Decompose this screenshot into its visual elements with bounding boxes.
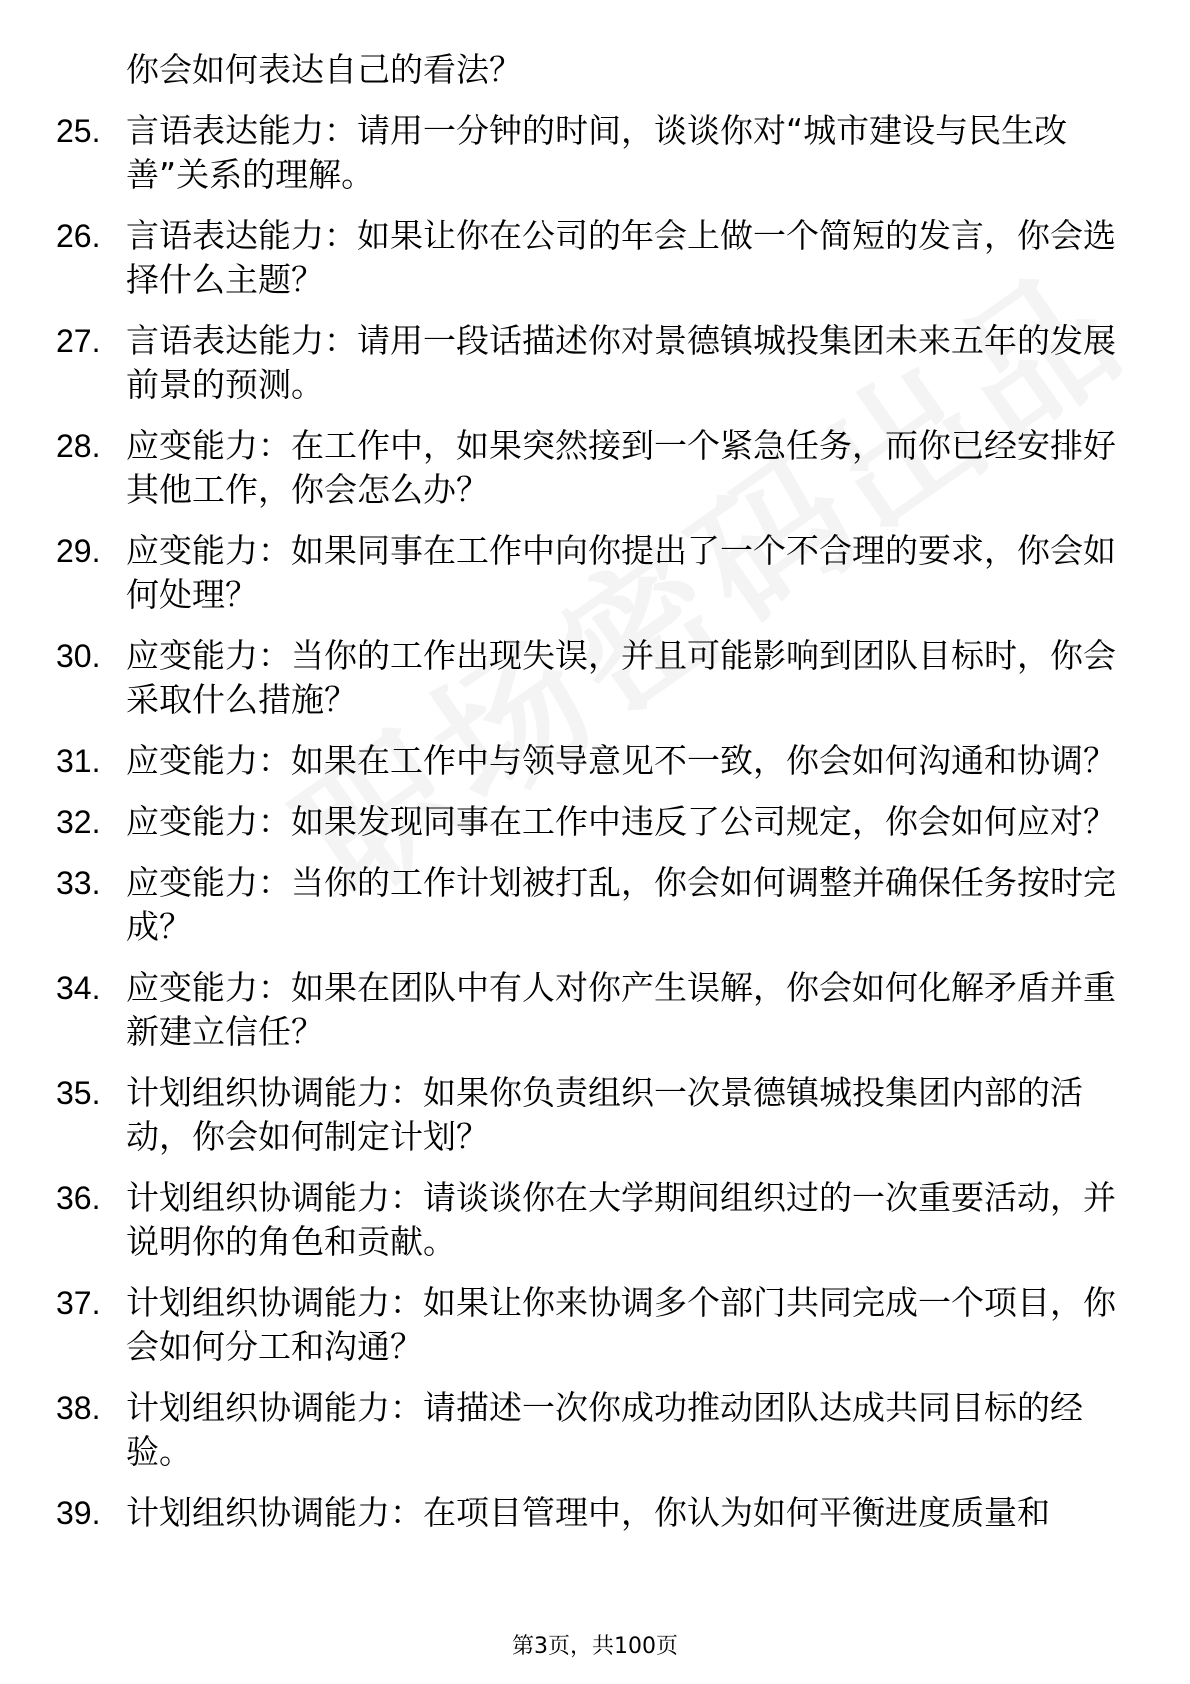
question-item	[0, 529, 1190, 617]
question-number: 38.	[56, 1390, 101, 1426]
continued-question-text: 你会如何表达自己的看法？	[126, 50, 522, 89]
question-number: 36.	[56, 1180, 101, 1216]
question-text: 言语表达能力：请用一分钟的时间，谈谈你对“城市建设与民生改善”关系的理解。	[126, 111, 1068, 194]
question-item	[0, 861, 1190, 949]
question-text: 应变能力：在工作中，如果突然接到一个紧急任务，而你已经安排好其他工作，你会怎么办？	[126, 426, 1116, 509]
question-number: 35.	[56, 1075, 101, 1111]
question-text: 言语表达能力：如果让你在公司的年会上做一个简短的发言，你会选择什么主题？	[126, 216, 1116, 299]
question-text: 应变能力：如果在团队中有人对你产生误解，你会如何化解矛盾并重新建立信任？	[126, 968, 1116, 1051]
question-list	[0, 48, 1190, 1552]
question-number: 34.	[56, 970, 101, 1006]
question-item	[0, 109, 1190, 197]
question-number: 32.	[56, 804, 101, 840]
question-number: 29.	[56, 533, 101, 569]
question-number: 28.	[56, 428, 101, 464]
question-text: 应变能力：如果同事在工作中向你提出了一个不合理的要求，你会如何处理？	[126, 531, 1116, 614]
question-text: 应变能力：如果发现同事在工作中违反了公司规定，你会如何应对？	[126, 802, 1116, 841]
question-number: 26.	[56, 218, 101, 254]
question-item	[0, 1071, 1190, 1159]
question-number: 37.	[56, 1285, 101, 1321]
question-number: 33.	[56, 865, 101, 901]
question-text: 应变能力：当你的工作出现失误，并且可能影响到团队目标时，你会采取什么措施？	[126, 636, 1116, 719]
question-item	[0, 214, 1190, 302]
question-number: 39.	[56, 1495, 101, 1531]
question-item	[0, 966, 1190, 1054]
question-item	[0, 800, 1190, 844]
question-item	[0, 1281, 1190, 1369]
question-text: 计划组织协调能力：如果你负责组织一次景德镇城投集团内部的活动，你会如何制定计划？	[126, 1073, 1083, 1156]
question-number: 25.	[56, 113, 101, 149]
question-text: 计划组织协调能力：如果让你来协调多个部门共同完成一个项目，你会如何分工和沟通？	[126, 1283, 1116, 1366]
question-text: 计划组织协调能力：在项目管理中，你认为如何平衡进度质量和	[126, 1493, 1050, 1532]
question-text: 计划组织协调能力：请谈谈你在大学期间组织过的一次重要活动，并说明你的角色和贡献。	[126, 1178, 1116, 1261]
question-item	[0, 1176, 1190, 1264]
question-number: 27.	[56, 323, 101, 359]
question-item	[0, 739, 1190, 783]
question-item	[0, 319, 1190, 407]
question-item	[0, 1491, 1190, 1535]
question-item	[0, 634, 1190, 722]
question-text: 言语表达能力：请用一段话描述你对景德镇城投集团未来五年的发展前景的预测。	[126, 321, 1116, 404]
question-number: 31.	[56, 743, 101, 779]
question-text: 计划组织协调能力：请描述一次你成功推动团队达成共同目标的经验。	[126, 1388, 1083, 1471]
question-item	[0, 1386, 1190, 1474]
question-text: 应变能力：如果在工作中与领导意见不一致，你会如何沟通和协调？	[126, 741, 1116, 780]
question-text: 应变能力：当你的工作计划被打乱，你会如何调整并确保任务按时完成？	[126, 863, 1116, 946]
question-number: 30.	[56, 638, 101, 674]
page-footer: 第3页，共100页	[512, 1634, 678, 1659]
question-item	[0, 424, 1190, 512]
